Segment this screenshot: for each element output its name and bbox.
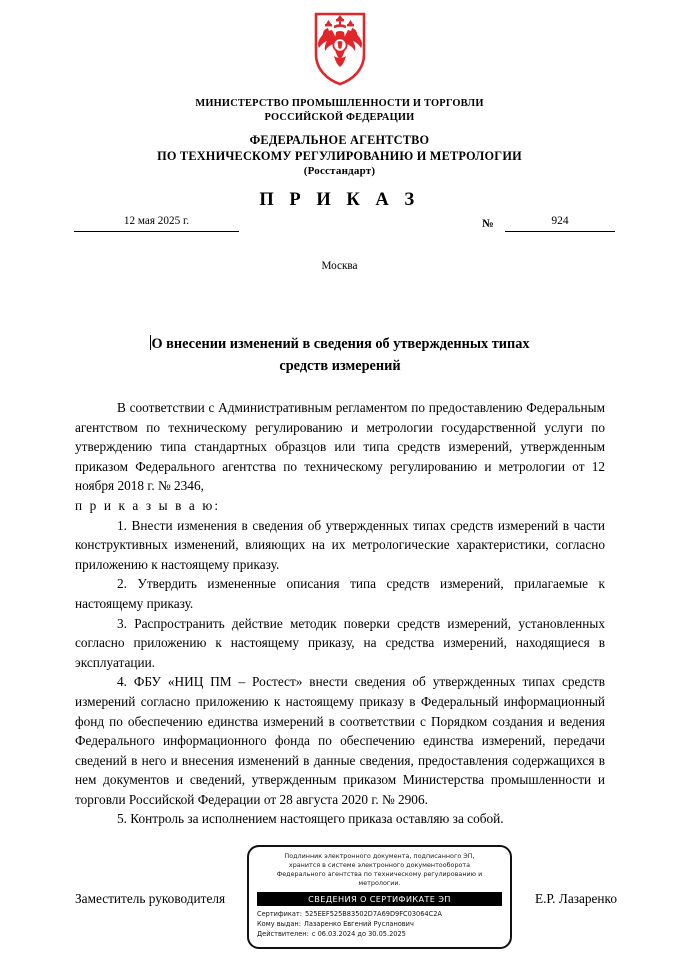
agency-short-name: (Росстандарт) bbox=[303, 165, 376, 177]
ministry-heading bbox=[0, 97, 679, 124]
paragraph-order-word: п р и к а з ы в а ю: bbox=[75, 497, 221, 513]
paragraph-item-1: 1. Внести изменения в сведения об утвержденных типах средств измерений в части конструктивных изменений, влияющих на их метрологические характеристики, согласно приложению к настоящему приказу. bbox=[75, 517, 605, 572]
city-line: Москва bbox=[321, 260, 358, 272]
document-body bbox=[75, 398, 605, 829]
agency-line-1: ФЕДЕРАЛЬНОЕ АГЕНТСТВО bbox=[249, 133, 430, 147]
coat-of-arms-emblem bbox=[0, 12, 679, 86]
esign-validity-value: с 06.03.2024 до 30.05.2025 bbox=[311, 929, 406, 938]
document-title-line-1: О внесении изменений в сведения об утвержденных типах bbox=[151, 336, 530, 352]
paragraph-preamble: В соответствии с Административным регламентом по предоставлению Федеральным агентством по техническому регулированию и метрологии государственной услуги по утверждению типа стандартных образцов или типа средств измерений, утвержденным приказом Федерального агентства по техническому регулированию и метрологии от 12 ноября 2018 г. № 2346, bbox=[75, 400, 605, 494]
esign-note-line-4: метрологии. bbox=[358, 879, 401, 888]
number-label: № bbox=[482, 218, 494, 230]
esign-note-line-3: Федерального агентства по техническому регулированию и bbox=[276, 870, 483, 879]
esign-validity-row bbox=[257, 930, 502, 940]
document-date-field[interactable]: 12 мая 2025 г. bbox=[74, 214, 239, 232]
esign-note-line-2: хранится в системе электронного документооборота bbox=[288, 861, 471, 870]
esign-validity-label: Действителен: bbox=[257, 929, 309, 938]
agency-line-2: ПО ТЕХНИЧЕСКОМУ РЕГУЛИРОВАНИЮ И МЕТРОЛОГИИ bbox=[157, 148, 522, 163]
paragraph-item-5: 5. Контроль за исполнением настоящего приказа оставляю за собой. bbox=[117, 811, 504, 827]
electronic-signature-stamp[interactable] bbox=[247, 845, 512, 949]
ministry-line-1: МИНИСТЕРСТВО ПРОМЫШЛЕННОСТИ И ТОРГОВЛИ bbox=[195, 98, 484, 109]
esign-owner-label: Кому выдан: bbox=[257, 919, 301, 928]
signatory-position: Заместитель руководителя bbox=[75, 891, 226, 906]
esign-certificate-fields bbox=[257, 910, 502, 939]
esign-certificate-value: 525EEF525B83502D7A69D9FC03064C2A bbox=[304, 910, 442, 919]
esign-note-line-1: Подлинник электронного документа, подписанного ЭП, bbox=[284, 852, 475, 860]
russian-eagle-icon bbox=[312, 12, 368, 86]
paragraph-item-3: 3. Распространить действие методик поверки средств измерений, установленных согласно приложению к настоящему приказу, на средства измерений, находящиеся в эксплуатации. bbox=[75, 615, 605, 670]
document-title bbox=[100, 333, 580, 377]
esign-note bbox=[261, 852, 498, 888]
signatory-name: Е.Р. Лазаренко bbox=[534, 891, 617, 906]
document-number-field[interactable]: 924 bbox=[505, 214, 615, 232]
date-number-row bbox=[0, 214, 679, 238]
paragraph-item-4: 4. ФБУ «НИЦ ПМ – Ростест» внести сведения об утвержденных типах средств измерений согласно приложению к настоящему приказу в Федеральный информационный фонд по обеспечению единства измерений в соответствии с Порядком создания и ведения Федерального информационного фонда по обеспечению единства измерений, передачи сведений в него и внесения изменений в данные сведения, предоставления содержащихся в нем документов и сведений, утвержденным приказом Министерства промышленности и торговли Российской Федерации от 28 августа 2020 г. № 2906. bbox=[75, 674, 605, 807]
esign-certificate-serial-row bbox=[257, 910, 502, 920]
esign-certificate-label: Сертификат: bbox=[257, 910, 302, 919]
document-type-heading: П Р И К А З bbox=[259, 190, 420, 210]
agency-heading bbox=[0, 133, 679, 164]
ministry-line-2: РОССИЙСКОЙ ФЕДЕРАЦИИ bbox=[264, 111, 415, 123]
esign-certificate-title-bar: СВЕДЕНИЯ О СЕРТИФИКАТЕ ЭП bbox=[257, 892, 502, 906]
document-title-line-2: средств измерений bbox=[279, 358, 401, 374]
paragraph-item-2: 2. Утвердить измененные описания типа средств измерений, прилагаемые к настоящему приказу. bbox=[75, 576, 605, 611]
esign-owner-value: Лазаренко Евгений Русланович bbox=[303, 919, 414, 928]
esign-owner-row bbox=[257, 920, 502, 930]
